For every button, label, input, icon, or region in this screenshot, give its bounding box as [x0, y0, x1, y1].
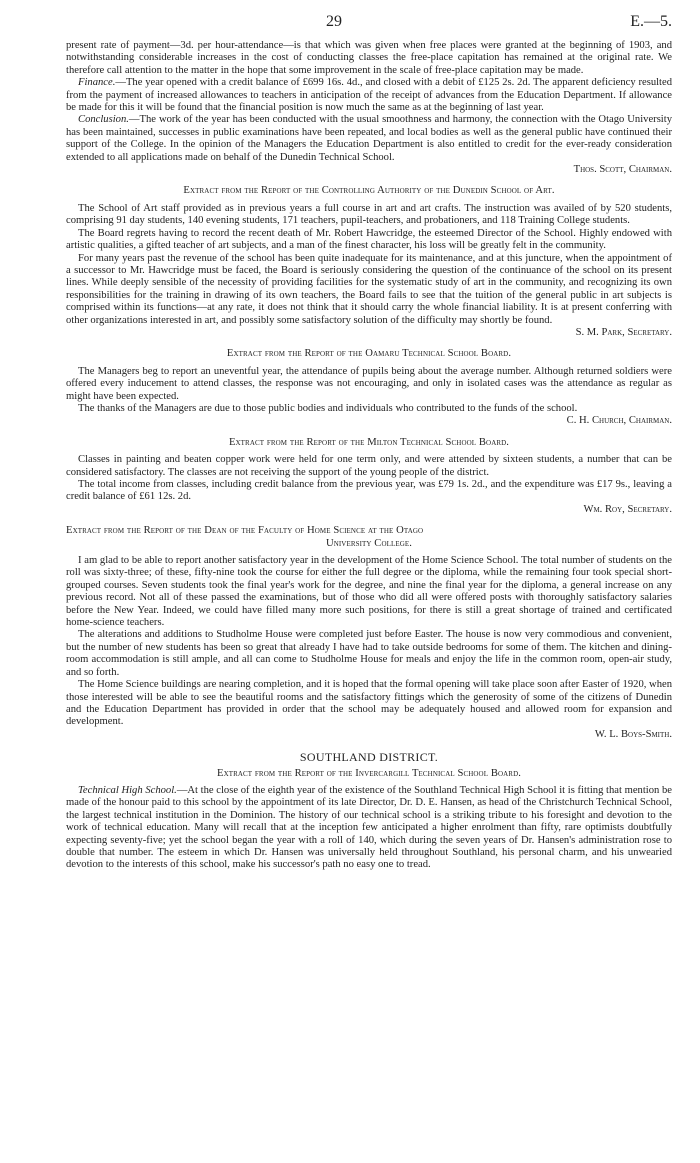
conclusion-label: Conclusion. [78, 114, 129, 126]
signature-boys-smith: W. L. Boys-Smith. [594, 728, 672, 740]
conclusion-text: —The work of the year has been conducted with the usual smoothness and harmony, the connection with the Otago University has been maintained, successes in public examinations have been repeated, and local bodies as well as the general public have continued their support of the College. In the opinion of the Managers the Education Department is also entitled to credit for the ever-ready consideration extended to all applications made on behalf of the Dunedin Technical School. [66, 114, 672, 163]
signature-thos-scott: Thos. Scott, Chairman. [573, 164, 672, 176]
paragraph-home-science-report: I am glad to be able to report another satisfactory year in the development of the Home Science School. The total number of students on the roll was sixty-three; of these, fifty-nine took the course for either the full degree or the diploma, while the remaining four took special short-grouped courses. Seven students took the final year's work for the degree, and nine the final year for the diploma, a general increase on any previous record. Not all of these passed the examinations, but of those who did all were offered posts with thoroughly satisfactory salaries before the New Year. Indeed, we could have filled many more such positions, for there is still a great shortage of trained and certificated home-science teachers. [66, 555, 672, 629]
signature-s-m-park: S. M. Park, Secretary. [575, 326, 672, 338]
paragraph-finance [66, 77, 672, 114]
paragraph-art-revenue: For many years past the revenue of the school has been quite inadequate for its maintenance, and at this juncture, when the appointment of a successor to Mr. Hawcridge must be faced, the Board is seriously considering the question of the continuance of the school on its present lines. While deeply sensible of the necessity of providing facilities for the systematic study of art in the community, and recognizing its own responsibilities for the training in drawing of its own teachers, the Board fails to see that the tuition of the general public in art subjects is comprised within its functions—at any rate, it does not think that it should carry the whole financial liability. It is at present conferring with other organizations interested in art, and possibly some satisfactory solution of the difficulty may shortly be found. [66, 252, 672, 326]
paragraph-milton-income: The total income from classes, including credit balance from the previous year, was £79 1s. 2d., and the expenditure was £17 9s., leaving a credit balance of £61 12s. 2d. [66, 479, 672, 503]
paragraph-art-staff: The School of Art staff provided as in previous years a full course in art and art crafts. The instruction was availed of by 520 students, comprising 91 day students, 140 evening students, 171 teachers, pupil-teachers, and probationers, and 118 Training College students. [66, 202, 672, 227]
heading-southland-district: SOUTHLAND DISTRICT. [299, 750, 439, 765]
heading-home-science [66, 525, 672, 550]
paragraph-art-death: The Board regrets having to record the recent death of Mr. Robert Hawcridge, the esteemed Director of the School. Highly endowed with artistic qualities, a gifted teacher of art subjects, and a man of the finest character, his loss will be greatly felt in the community. [66, 227, 672, 252]
paragraph-home-science-buildings: The Home Science buildings are nearing completion, and it is hoped that the formal opening will take place soon after Easter of 1920, when those interested will be able to see the beautiful rooms and the satisfactory fittings which the generosity of some of the citizens of Dunedin and the Education Department has provided in order that the school may be adequately housed and allowed room for expansion and development. [66, 679, 672, 728]
paragraph-oamaru-thanks: The thanks of the Managers are due to those public bodies and individuals who contributed to the funds of the school. [78, 402, 578, 414]
heading-home-science-line1: Extract from the Report of the Dean of the Faculty of Home Science at the Otago [66, 525, 424, 537]
paragraph-technical-high-school [66, 785, 672, 872]
finance-label: Finance. [78, 77, 116, 89]
paragraph-oamaru-uneventful: The Managers beg to report an uneventful year, the attendance of pupils being about the average number. Although returned soldiers were offered every inducement to attend classes, the response was not encouraging, and only in isolated cases was the attendance as regular as might have been expected. [66, 365, 672, 402]
heading-dunedin-school-of-art: Extract from the Report of the Controlling Authority of the Dunedin School of Art. [183, 185, 555, 197]
technical-high-school-text: —At the close of the eighth year of the existence of the Southland Technical High School it is fitting that mention be made of the honour paid to this school by the appointment of its late Director, Dr. D. E. Hansen, as head of the Christchurch Technical School, the largest technical institution in the Dominion. The history of our technical school is a striking tribute to his foresight and devotion to the work of technical education. Many will recall that at the inception few anticipated a higher enrolment than fifty, rare optimists doubtfully expecting seventy-five; yet the school began the year with a roll of 140, which during the seven years of Dr. Hansen's administration rose to double that number. The esteem in which Dr. Hansen was universally held throughout Southland, his personal charm, and his unwearied devotion to the interests of this school, make his successor's path no easy one to tread. [66, 784, 672, 871]
heading-oamaru-technical-school: Extract from the Report of the Oamaru Technical School Board. [226, 348, 512, 360]
signature-wm-roy: Wm. Roy, Secretary. [583, 503, 672, 515]
signature-c-h-church: C. H. Church, Chairman. [566, 415, 672, 427]
page-number: 29 [326, 13, 342, 30]
sheet-reference: E.—5. [630, 13, 672, 30]
paragraph-studholme-house: The alterations and additions to Studholme House were completed just before Easter. The house is now very commodious and convenient, but the number of new students has been so great that already I have had to take outside bedrooms for some of them. The kitchen and dining-room accommodation is still ample, and all can come to Studholme House for meals and enjoy the life in the common room, open-air study, and so forth. [66, 629, 672, 678]
paragraph-conclusion [66, 114, 672, 164]
technical-high-school-label: Technical High School. [78, 784, 177, 796]
paragraph-milton-classes: Classes in painting and beaten copper work were held for one term only, and were attended by sixteen students, a number that can be considered satisfactory. The classes are not receiving the support of the young people of the district. [66, 454, 672, 478]
finance-text: —The year opened with a credit balance of £699 16s. 4d., and closed with a debit of £125 2s. 2d. The apparent deficiency resulted from the payment of increased allowances to teachers in anticipation of the receipt of advances from the Education Department. If allowance be made for this it will be found that the financial position is now much the same as at the beginning of last year. [66, 77, 672, 114]
page-header [66, 14, 672, 40]
heading-invercargill-technical-school: Extract from the Report of the Invercargill Technical School Board. [217, 767, 521, 779]
heading-milton-technical-school: Extract from the Report of the Milton Technical School Board. [228, 436, 510, 448]
heading-home-science-line2: University College. [325, 537, 413, 549]
paragraph-capitation: present rate of payment—3d. per hour-attendance—is that which was given when free places were granted at the beginning of 1903, and notwithstanding considerable increases in the cost of conducting classes the free-place capitation has remained at the original rate. We therefore call attention to the matter in the hope that some improvement in the scale of free-place capitation may be made. [66, 40, 672, 76]
